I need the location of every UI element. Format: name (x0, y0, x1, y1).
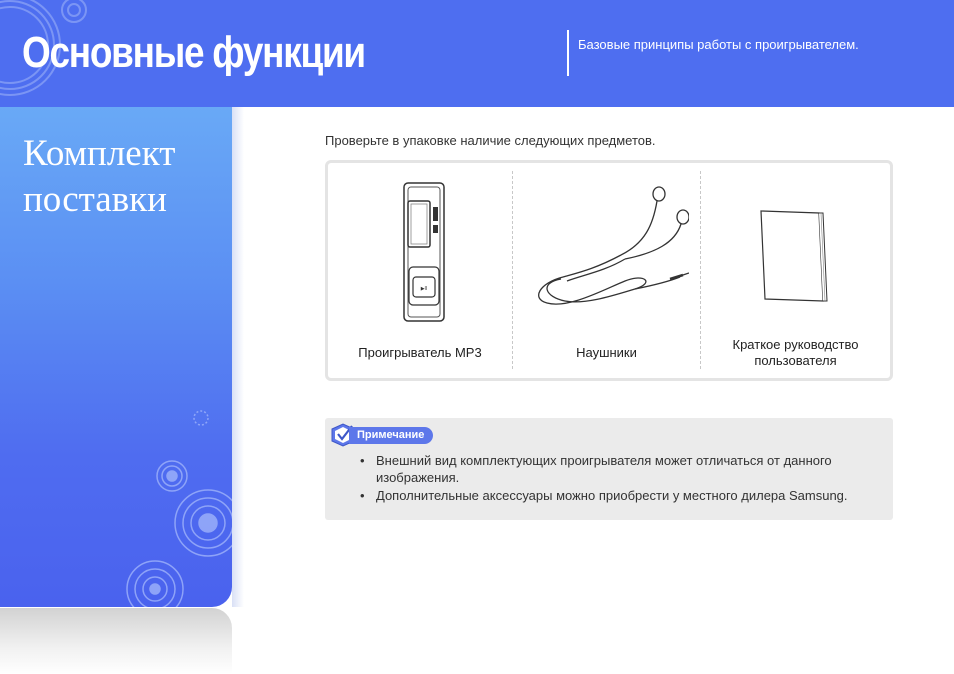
note-badge: Примечание (349, 427, 433, 444)
package-item-label: Наушники (576, 345, 637, 360)
note-list-item: • Внешний вид комплектующих проигрывателя может отличаться от данного изображения. (362, 452, 862, 486)
package-item-earphones (513, 163, 700, 378)
intro-text: Проверьте в упаковке наличие следующих предметов. (325, 133, 656, 148)
sidebar-edge (232, 107, 244, 607)
note-list (362, 452, 862, 504)
note-box (325, 418, 893, 520)
package-contents-box (325, 160, 893, 381)
package-item-label: Краткое руководство пользователя (732, 337, 859, 368)
svg-text:▶II: ▶II (420, 286, 428, 292)
header-divider (567, 30, 569, 76)
package-item-mp3-player (328, 163, 512, 378)
sidebar-panel (0, 107, 232, 607)
mp3-player-icon (400, 181, 448, 325)
user-manual-icon (757, 207, 829, 305)
package-item-user-manual (701, 163, 890, 378)
earphones-icon (525, 185, 689, 310)
section-title: Комплект поставки (23, 133, 176, 220)
package-item-label: Проигрыватель MP3 (358, 345, 482, 360)
header-subtitle: Базовые принципы работы с проигрывателем. (578, 37, 859, 52)
sidebar-shadow (0, 608, 232, 674)
note-list-item: • Дополнительные аксессуары можно приобрести у местного дилера Samsung. (362, 487, 862, 504)
page-title: Основные функции (22, 28, 365, 77)
page-header (0, 0, 954, 107)
